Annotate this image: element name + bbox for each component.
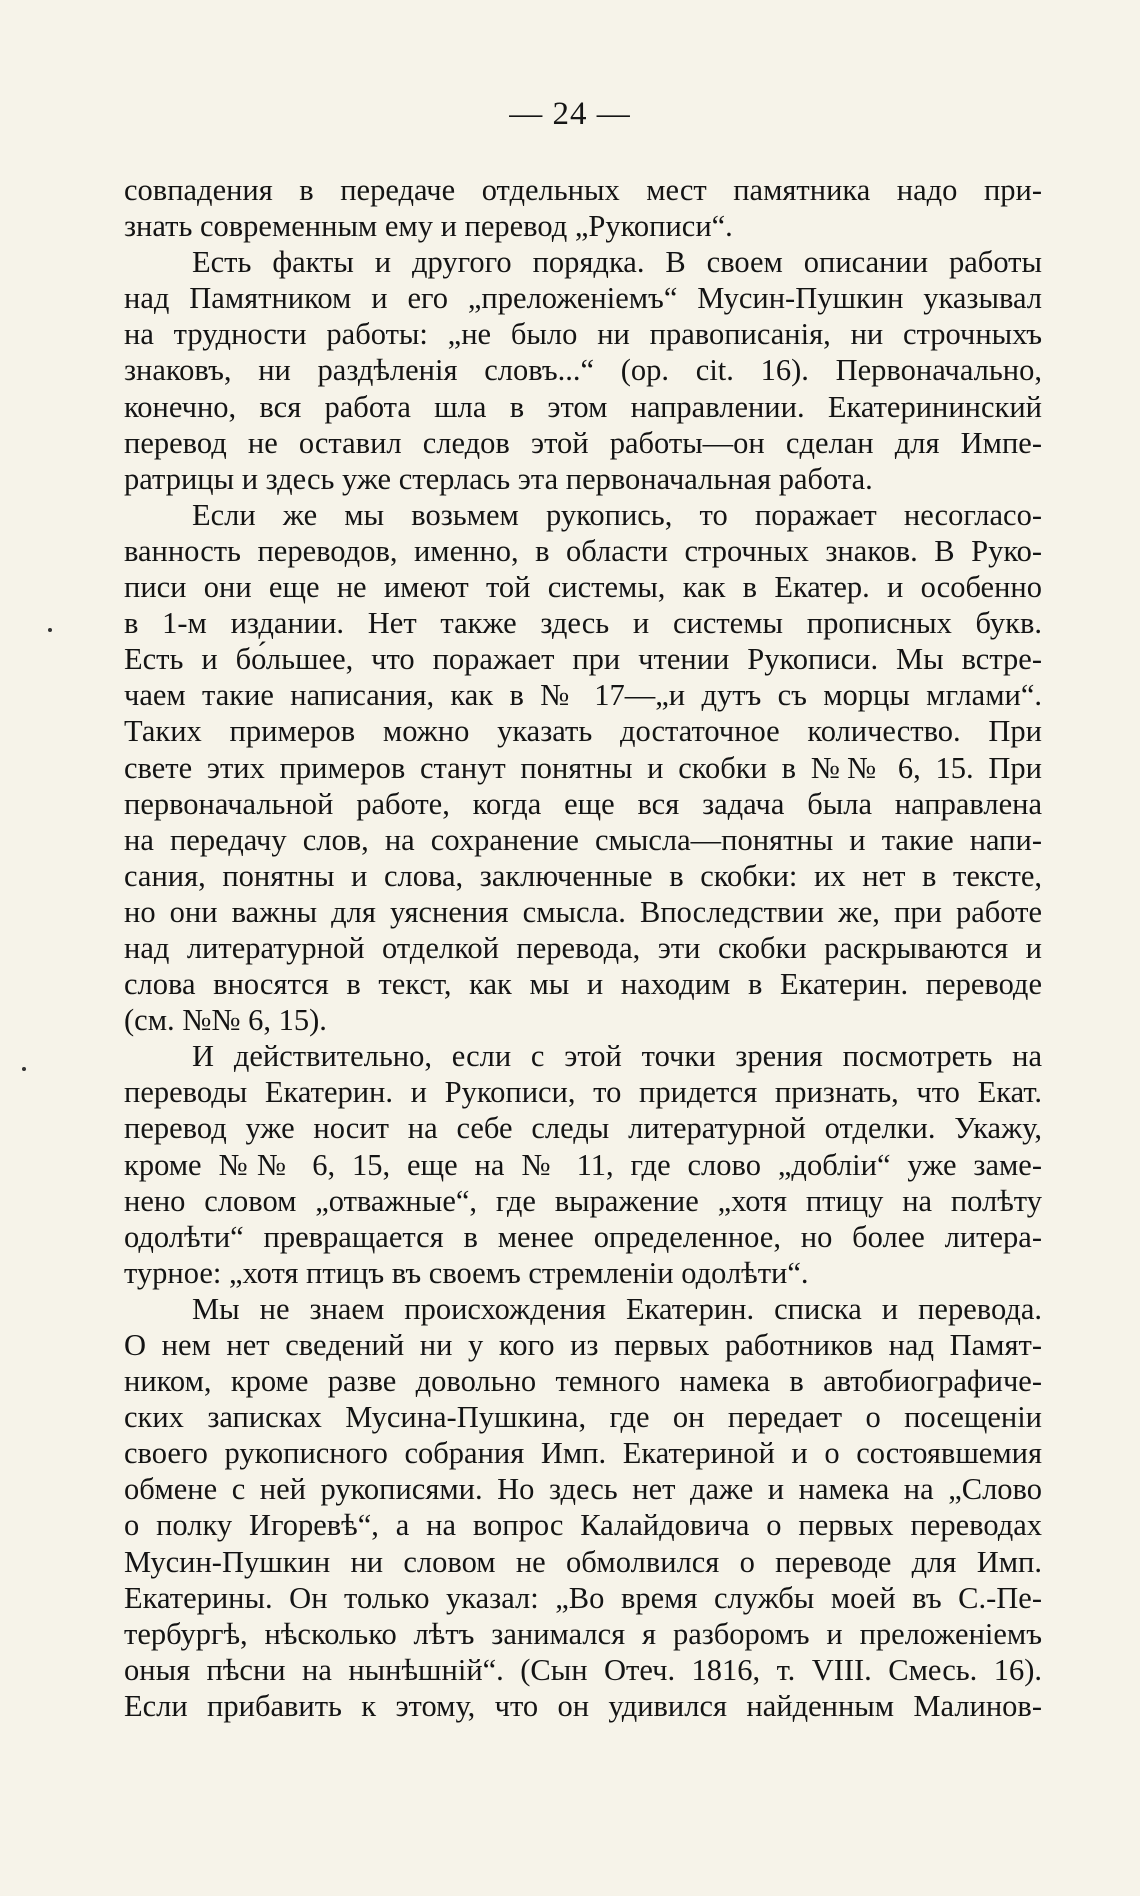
text-line: О нем нет сведений ни у кого из первых работников над Памят- xyxy=(124,1328,1042,1362)
text-line: писи они еще не имеют той системы, как в Екатер. и особенно xyxy=(124,570,1042,605)
text-line: конечно, вся работа шла в этом направлении. Екатерининский xyxy=(124,389,1042,424)
text-line: своего рукописного собрания Имп. Екатериной и о состоявшемия xyxy=(124,1436,1042,1471)
text-line: свете этих примеров станут понятны и скобки в №№ 6, 15. При xyxy=(124,750,1042,785)
text-line: слова вносятся в текст, как мы и находим в Екатерин. переводе xyxy=(124,967,1042,1002)
text-line: перевод уже носит на себе следы литературной отделки. Укажу, xyxy=(124,1111,1042,1146)
text-line: совпадения в передаче отдельных мест памятника надо при- xyxy=(124,173,1042,207)
text-line: Есть и бо́льшее, что поражает при чтении Рукописи. Мы встре- xyxy=(124,642,1042,677)
margin-speck xyxy=(48,628,52,632)
page-number: — 24 — xyxy=(509,96,631,132)
text-line: Мы не знаем происхождения Екатерин. списка и перевода. xyxy=(192,1291,1042,1326)
text-line: одолѣти“ превращается в менее определенное, но более литера- xyxy=(124,1219,1042,1254)
text-line: переводы Екатерин. и Рукописи, то придется признать, что Екат. xyxy=(124,1075,1042,1110)
text-line: над литературной отделкой перевода, эти скобки раскрываются и xyxy=(124,930,1042,965)
text-line: оныя пѣсни на нынѣшній“. (Сын Отеч. 1816, т. VIII. Смесь. 16). xyxy=(124,1652,1042,1687)
text-line: знаковъ, ни раздѣленія словъ...“ (ор. cit. 16). Первоначально, xyxy=(124,353,1042,388)
text-line: ратрицы и здесь уже стерлась эта первоначальная работа. xyxy=(124,461,873,496)
text-line: Если же мы возьмем рукопись, то поражает несогласо- xyxy=(192,497,1042,532)
text-line: на трудности работы: „не было ни правописанія, ни строчныхъ xyxy=(124,317,1042,352)
text-line: Мусин-Пушкин ни словом не обмолвился о переводе для Имп. xyxy=(124,1544,1042,1579)
text-line: нено словом „отважные“, где выражение „хотя птицу на полѣту xyxy=(124,1183,1042,1218)
text-line: ником, кроме разве довольно темного намека в автобиографиче- xyxy=(124,1364,1042,1399)
text-line: ских записках Мусина-Пушкина, где он передает о посещеніи xyxy=(124,1400,1042,1435)
text-line: в 1-м издании. Нет также здесь и системы прописных букв. xyxy=(124,606,1042,641)
body-text xyxy=(124,172,1042,1724)
text-line: Екатерины. Он только указал: „Во время службы моей въ С.-Пе- xyxy=(124,1580,1042,1615)
text-line: кроме №№ 6, 15, еще на № 11, где слово „добліи“ уже заме- xyxy=(124,1147,1042,1182)
text-line: Таких примеров можно указать достаточное количество. При xyxy=(124,714,1042,749)
text-line: тербургѣ, нѣсколько лѣтъ занимался я разборомъ и преложеніемъ xyxy=(124,1616,1042,1651)
paragraph xyxy=(124,1038,1042,1291)
text-line: турное: „хотя птицъ въ своемъ стремленіи одолѣти“. xyxy=(124,1255,809,1290)
text-line: над Памятником и его „преложенiемъ“ Мусин-Пушкин указывал xyxy=(124,281,1042,316)
text-line: Есть факты и другого порядка. В своем описании работы xyxy=(192,245,1042,280)
text-line: (см. №№ 6, 15). xyxy=(124,1003,327,1038)
paragraph xyxy=(124,244,1042,497)
text-line: но они важны для уяснения смысла. Впоследствии же, при работе xyxy=(124,894,1042,929)
paragraph xyxy=(124,172,1042,244)
text-line: на передачу слов, на сохранение смысла—понятны и такие напи- xyxy=(124,822,1042,857)
text-line: сания, понятны и слова, заключенные в скобки: их нет в тексте, xyxy=(124,858,1042,893)
margin-speck xyxy=(22,1067,26,1071)
text-line: обмене с ней рукописями. Но здесь нет даже и намека на „Слово xyxy=(124,1472,1042,1507)
text-line: И действительно, если с этой точки зрения посмотреть на xyxy=(192,1039,1042,1074)
text-line: знать современным ему и перевод „Рукописи“. xyxy=(124,209,733,244)
text-line: чаем такие написания, как в № 17—„и дутъ съ морцы мглами“. xyxy=(124,678,1042,713)
text-line: ванность переводов, именно, в области строчных знаков. В Руко- xyxy=(124,533,1042,568)
text-line: перевод не оставил следов этой работы—он сделан для Импе- xyxy=(124,425,1042,460)
text-line: первоначальной работе, когда еще вся задача была направлена xyxy=(124,786,1042,821)
paragraph xyxy=(124,497,1042,1038)
paragraph xyxy=(124,1291,1042,1724)
text-line: Если прибавить к этому, что он удивился найденным Малинов- xyxy=(124,1688,1042,1723)
text-line: о полку Игоревѣ“, а на вопрос Калайдовича о первых переводах xyxy=(124,1508,1042,1543)
